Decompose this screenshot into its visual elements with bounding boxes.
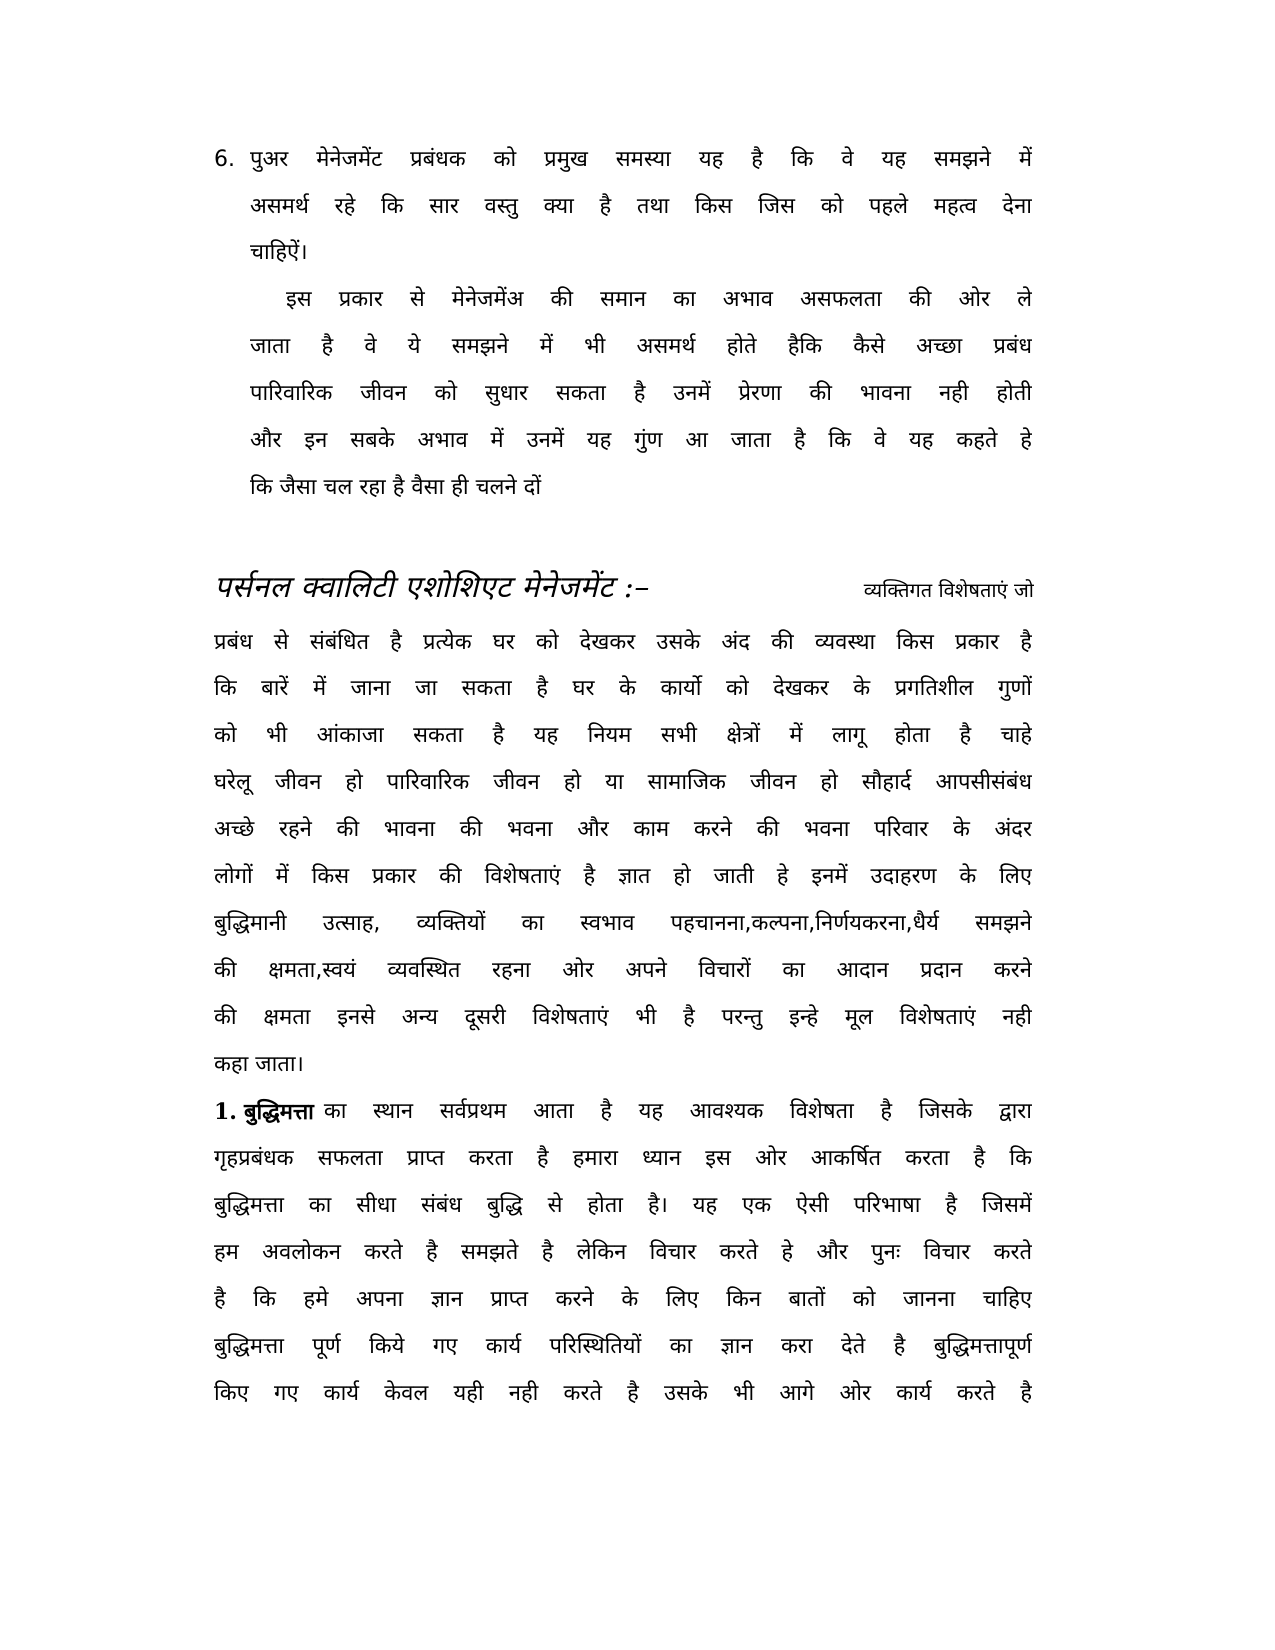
point-1-first-line-rest: का स्थान सर्वप्रथम आता है यह आवश्यक विशेषता है जिसके द्वारा [323, 1099, 1032, 1124]
section-line: अच्छे रहने की भावना की भवना और काम करने की भवना परिवार के अंदर [214, 817, 1032, 842]
section-heading-continuation: व्यक्तिगत विशेषताएं जो [863, 578, 1034, 602]
section-line: की क्षमता इनसे अन्य दूसरी विशेषताएं भी है परन्तु इन्हे मूल विशेषताएं नही [214, 1005, 1032, 1030]
point-6-line: पुअर मेनेजमेंट प्रबंधक को प्रमुख समस्या यह है कि वे यह समझने में [250, 147, 1032, 172]
section-line: प्रबंध से संबंधित है प्रत्येक घर को देखकर उसके अंद की व्यवस्था किस प्रकार है [214, 630, 1032, 655]
point-1-line: गृहप्रबंधक सफलता प्राप्त करता है हमारा ध्यान इस ओर आकर्षित करता है कि [214, 1146, 1032, 1171]
point-1-line: हम अवलोकन करते है समझते है लेकिन विचार करते हे और पुनः विचार करते [214, 1240, 1032, 1265]
point-1-line: बुद्धिमत्ता का सीधा संबंध बुद्धि से होता है। यह एक ऐसी परिभाषा है जिसमें [214, 1193, 1032, 1218]
paragraph-line: पारिवारिक जीवन को सुधार सकता है उनमें प्रेरणा की भावना नही होती [250, 381, 1032, 406]
section-line: कि बारें में जाना जा सकता है घर के कार्यो को देखकर के प्रगतिशील गुणों [214, 676, 1032, 701]
paragraph-line: और इन सबके अभाव में उनमें यह गुंण आ जाता है कि वे यह कहते हे [250, 428, 1032, 453]
section-line: लोगों में किस प्रकार की विशेषताएं है ज्ञात हो जाती हे इनमें उदाहरण के लिए [214, 864, 1032, 889]
section-line: बुद्धिमानी उत्साह, व्यक्तियों का स्वभाव पहचानना,कल्पना,निर्णयकरना,धैर्य समझने [214, 911, 1032, 936]
paragraph-line: इस प्रकार से मेनेजमेंअ की समान का अभाव असफलता की ओर ले [286, 287, 1032, 312]
point-1-line: है कि हमे अपना ज्ञान प्राप्त करने के लिए किन बातों को जानना चाहिए [214, 1287, 1032, 1312]
section-line: घरेलू जीवन हो पारिवारिक जीवन हो या सामाजिक जीवन हो सौहार्द आपसीसंबंध [214, 770, 1032, 795]
section-heading-line [214, 568, 1034, 608]
point-1-line: बुद्धिमत्ता पूर्ण किये गए कार्य परिस्थितियों का ज्ञान करा देते है बुद्धिमत्तापूर्ण [214, 1334, 1032, 1359]
point-1-number: 1. [214, 1099, 237, 1125]
section-line: कहा जाता। [214, 1052, 304, 1077]
paragraph-line: कि जैसा चल रहा है वैसा ही चलने दों [250, 475, 542, 500]
section-heading: पर्सनल क्वालिटी एशोशिएट मेनेजमेंट :– [214, 570, 650, 605]
section-line: की क्षमता,स्वयं व्यवस्थित रहना ओर अपने विचारों का आदान प्रदान करने [214, 958, 1032, 983]
point-1-line: किए गए कार्य केवल यही नही करते है उसके भी आगे ओर कार्य करते है [214, 1381, 1032, 1406]
paragraph-line: जाता है वे ये समझने में भी असमर्थ होते हैकि कैसे अच्छा प्रबंध [250, 334, 1032, 359]
point-1-first-line [214, 1097, 1032, 1127]
point-6-line: चाहिऐं। [250, 240, 308, 265]
point-1-term: बुद्धिमत्ता [243, 1100, 314, 1125]
point-6-line: असमर्थ रहे कि सार वस्तु क्या है तथा किस जिस को पहले महत्व देना [250, 194, 1032, 219]
point-6-number: 6. [214, 147, 235, 172]
section-line: को भी आंकाजा सकता है यह नियम सभी क्षेत्रों में लागू होता है चाहे [214, 723, 1032, 748]
